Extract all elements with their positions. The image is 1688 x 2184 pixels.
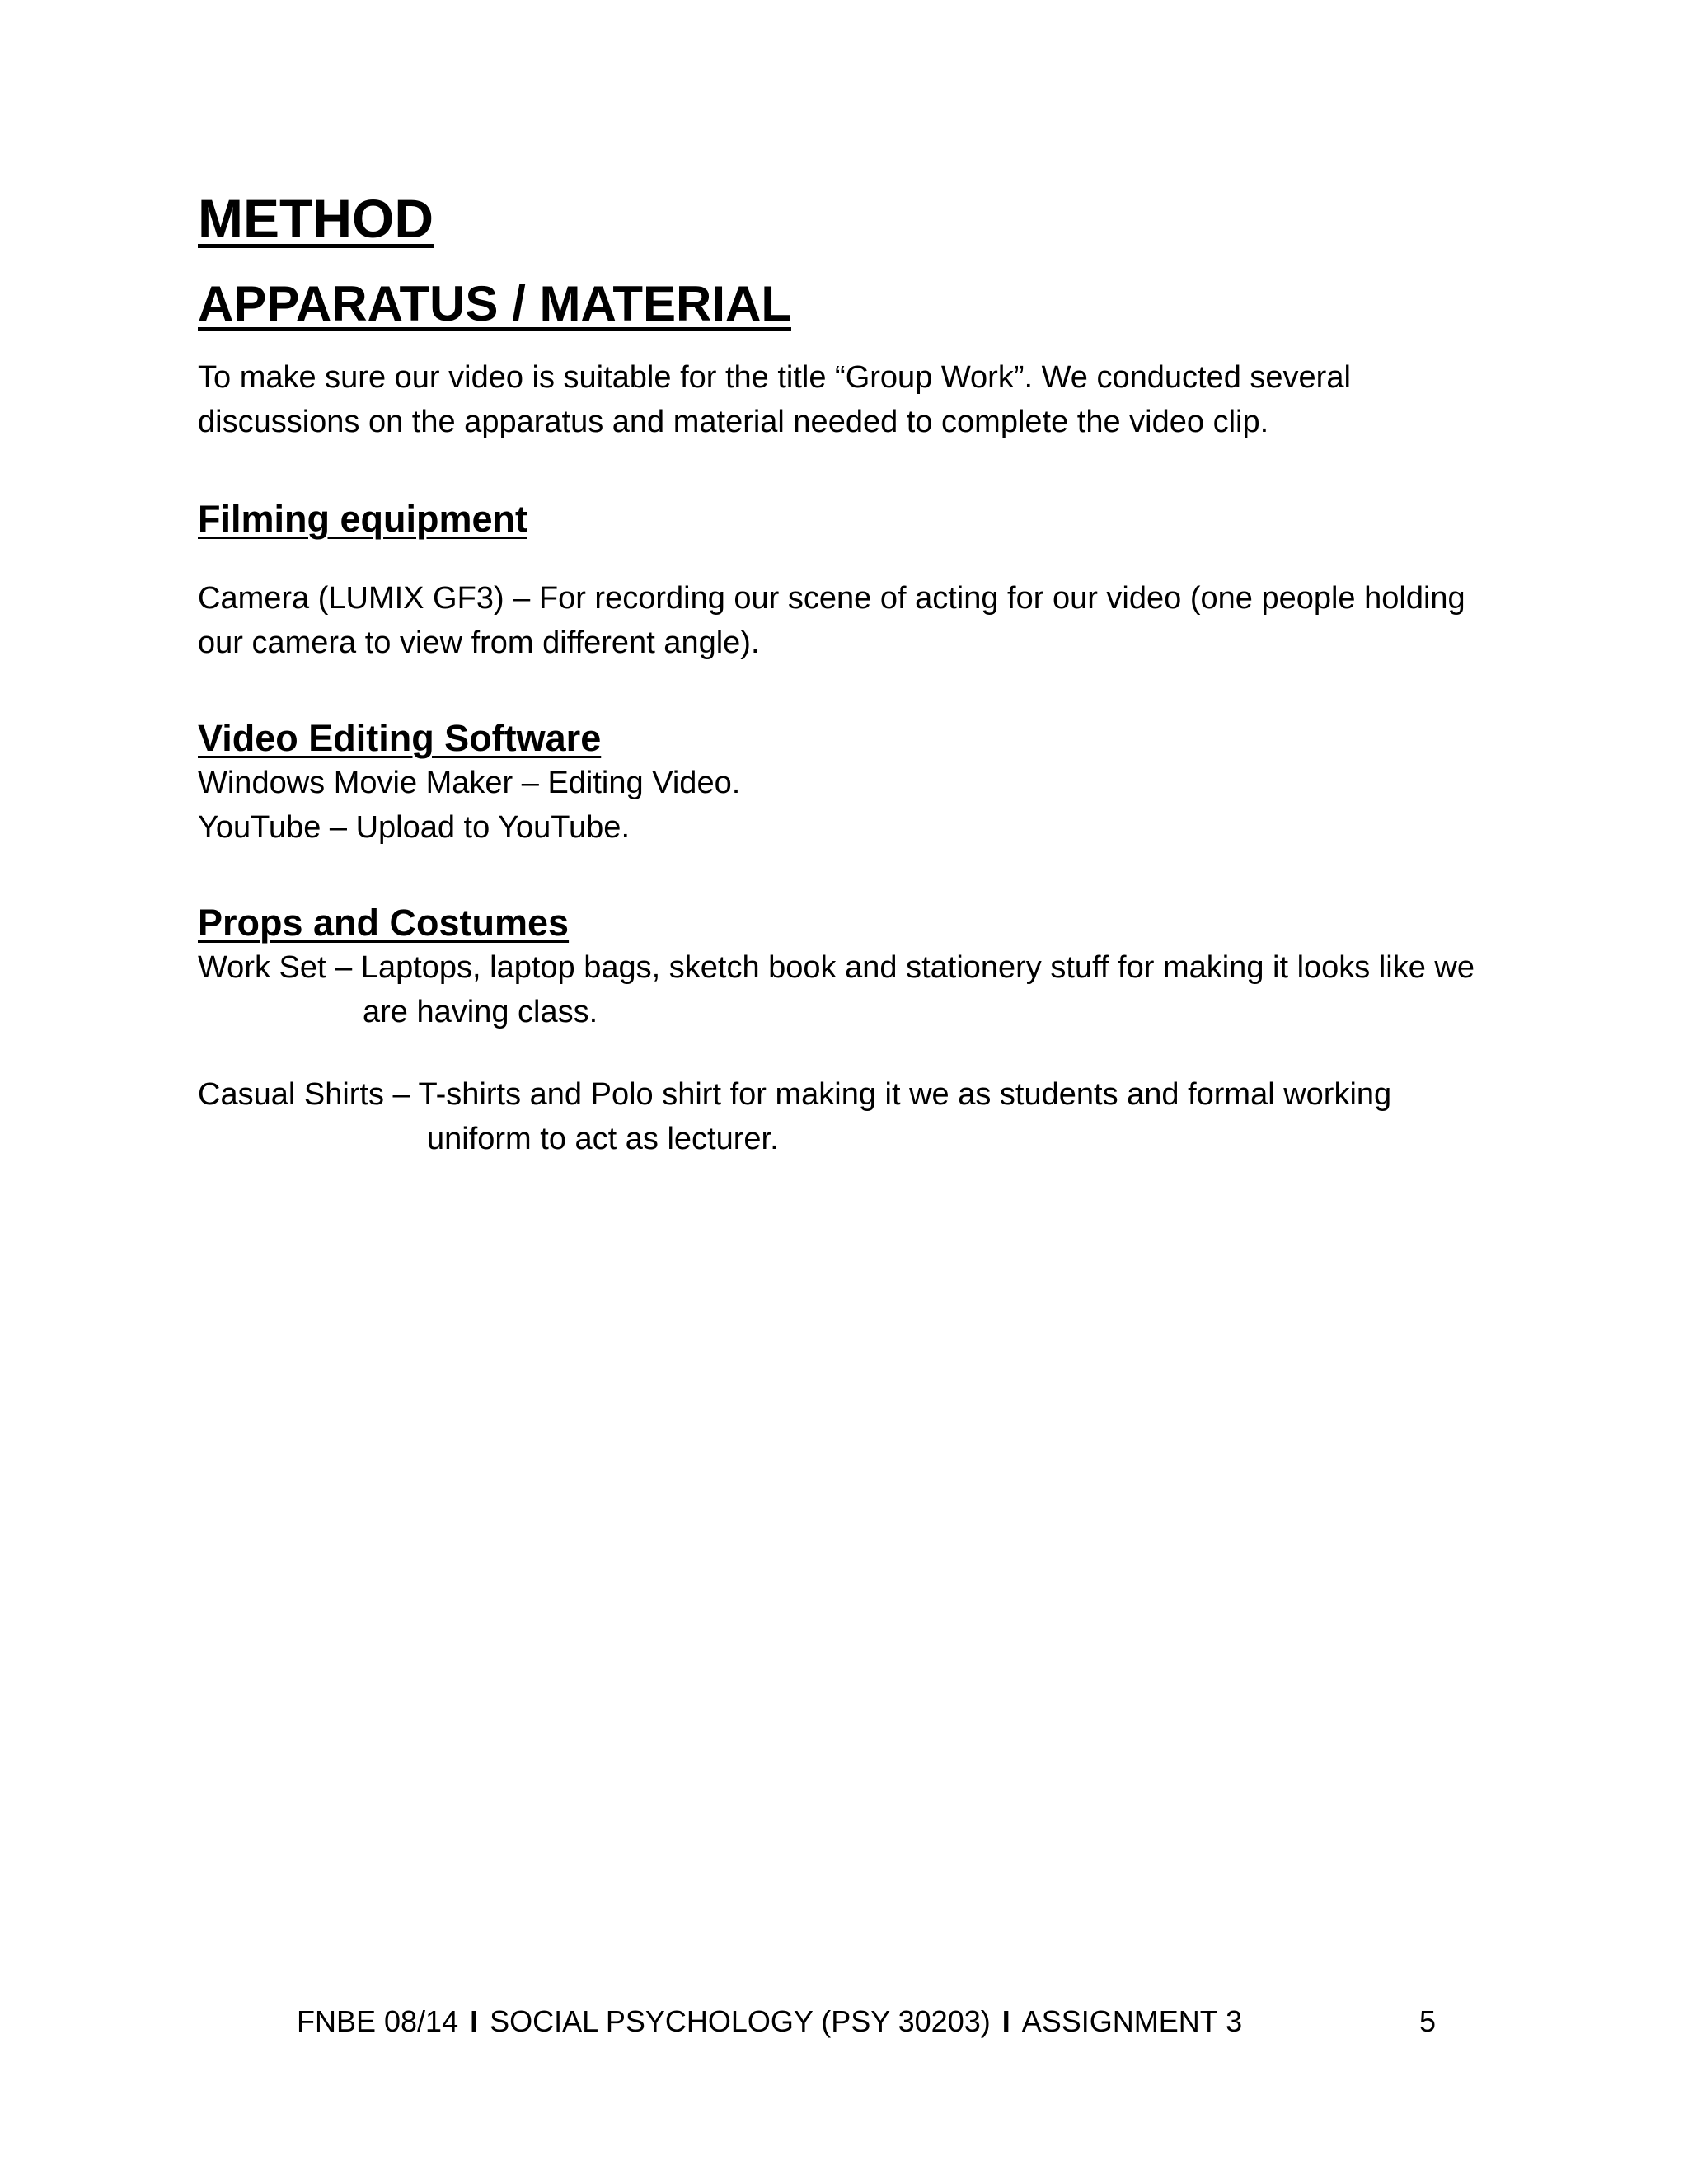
filming-section <box>198 497 1500 665</box>
props-section <box>198 901 1500 1161</box>
page-content <box>198 188 1500 1161</box>
footer-course: FNBE 08/14 <box>297 2004 459 2038</box>
footer-assignment: ASSIGNMENT 3 <box>1021 2004 1243 2038</box>
video-software-heading: Video Editing Software <box>198 716 602 759</box>
page-heading: METHOD <box>198 188 434 249</box>
footer-separator-2: I <box>1001 2004 1010 2038</box>
intro-paragraph: To make sure our video is suitable for the title “Group Work”. We conducted several discussions on the apparatus and material needed to complete the video clip. <box>198 359 1351 439</box>
props-item-work-set: Work Set – Laptops, laptop bags, sketch book and stationery stuff for making it looks like we are having class. <box>198 949 1475 1029</box>
props-item-casual-shirts: Casual Shirts – T-shirts and Polo shirt for making it we as students and formal working uniform to act as lecturer. <box>198 1076 1392 1156</box>
video-software-line-2: YouTube – Upload to YouTube. <box>198 809 631 845</box>
page-number: 5 <box>1419 2004 1437 2038</box>
video-software-line-1: Windows Movie Maker – Editing Video. <box>198 765 741 800</box>
page-footer <box>297 2004 1451 2039</box>
video-software-section <box>198 716 1500 850</box>
props-heading: Props and Costumes <box>198 901 570 944</box>
footer-subject: SOCIAL PSYCHOLOGY (PSY 30203) <box>490 2004 991 2038</box>
filming-heading: Filming equipment <box>198 497 528 540</box>
filming-text: Camera (LUMIX GF3) – For recording our scene of acting for our video (one people holding our camera to view from different angle). <box>198 580 1465 660</box>
section-heading: APPARATUS / MATERIAL <box>198 275 791 331</box>
footer-separator-1: I <box>470 2004 479 2038</box>
